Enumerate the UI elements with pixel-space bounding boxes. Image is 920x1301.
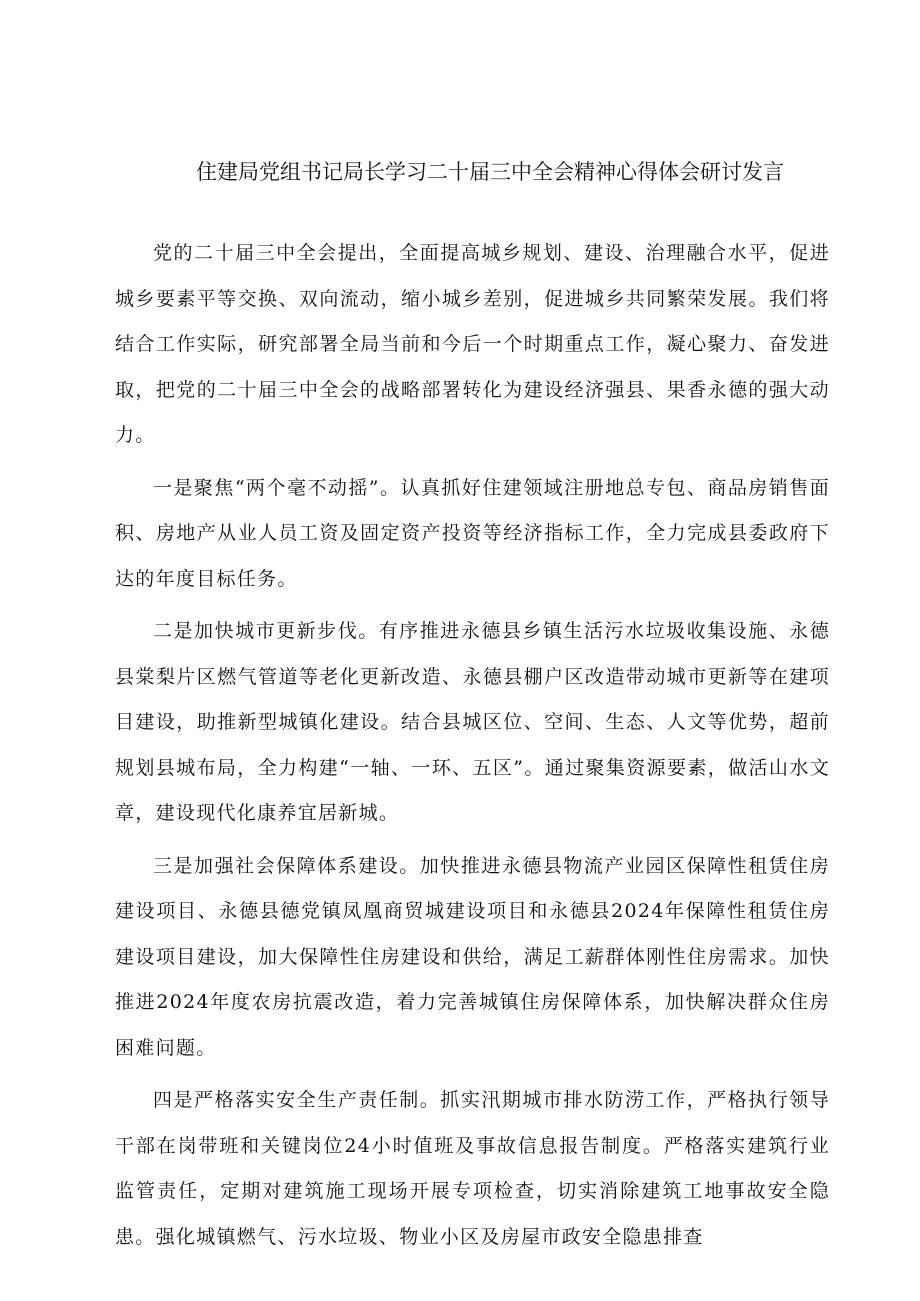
paragraph-point-two: 二是加快城市更新步伐。有序推进永德县乡镇生活污水垃圾收集设施、永德县棠梨片区燃气管道等老化更新改造、永德县棚户区改造带动城市更新等在建项目建设，助推新型城镇化建设。结合县城区位、空间、生态、人文等优势，超前规划县城布局，全力构建“一轴、一环、五区”。通过聚集资源要素，做活山水文章，建设现代化康养宜居新城。 (115, 620, 830, 824)
paragraph-point-one: 一是聚焦“两个毫不动摇”。认真抓好住建领域注册地总专包、商品房销售面积、房地产从业人员工资及固定资产投资等经济指标工作，全力完成县委政府下达的年度目标任务。 (115, 476, 830, 590)
paragraph-intro: 党的二十届三中全会提出，全面提高城乡规划、建设、治理融合水平，促进城乡要素平等交换、双向流动，缩小城乡差别，促进城乡共同繁荣发展。我们将结合工作实际，研究部署全局当前和今后一个时期重点工作，凝心聚力、奋发进取，把党的二十届三中全会的战略部署转化为建设经济强县、果香永德的强大动力。 (115, 242, 830, 446)
document-title: 住建局党组书记局长学习二十届三中全会精神心得体会研讨发言 (196, 160, 784, 184)
document-body (115, 231, 830, 1267)
paragraph-point-three: 三是加强社会保障体系建设。加快推进永德县物流产业园区保障性租赁住房建设项目、永德县德党镇凤凰商贸城建设项目和永德县2024年保障性租赁住房建设项目建设，加大保障性住房建设和供给，满足工薪群体刚性住房需求。加快推进2024年度农房抗震改造，着力完善城镇住房保障体系，加快解决群众住房困难问题。 (115, 854, 830, 1059)
paragraph-point-four: 四是严格落实安全生产责任制。抓实汛期城市排水防涝工作，严格执行领导干部在岗带班和关键岗位24小时值班及事故信息报告制度。严格落实建筑行业监管责任，定期对建筑施工现场开展专项检查，切实消除建筑工地事故安全隐患。强化城镇燃气、污水垃圾、物业小区及房屋市政安全隐患排查 (115, 1089, 830, 1248)
